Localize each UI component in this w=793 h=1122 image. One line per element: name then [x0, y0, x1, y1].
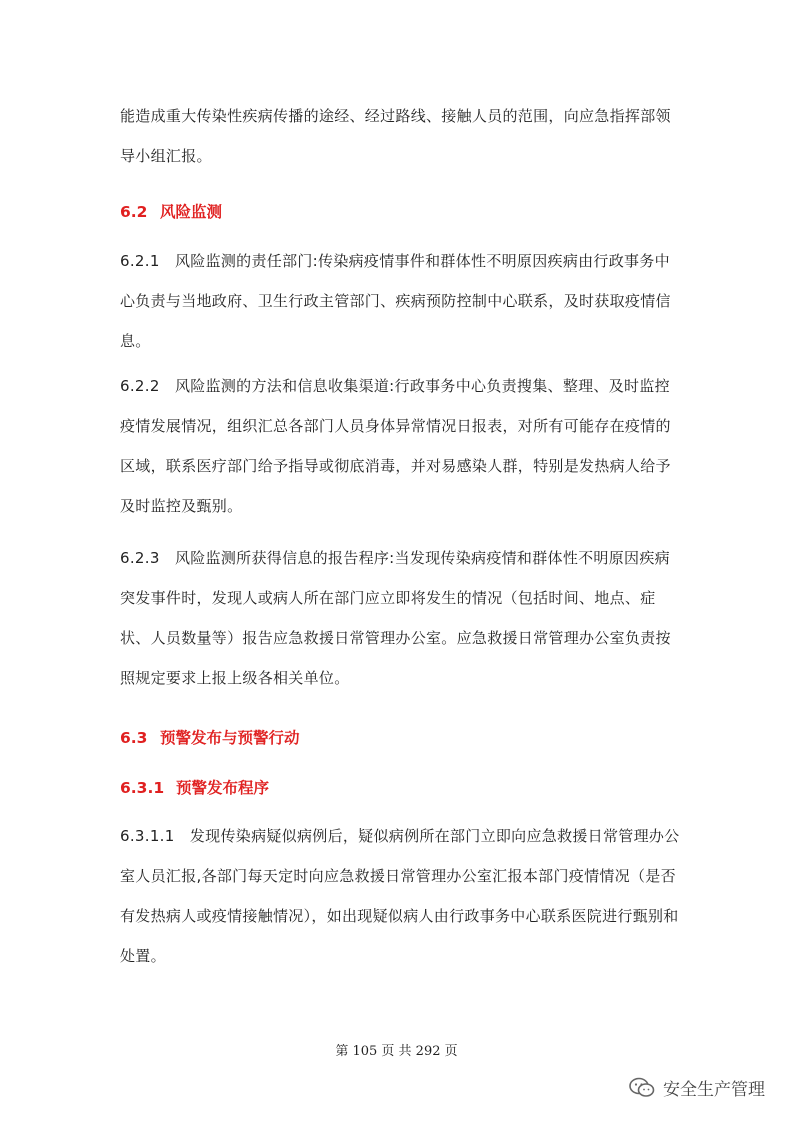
paragraph-6-2-3: 6.2.3 风险监测所获得信息的报告程序:当发现传染病疫情和群体性不明原因疾病突发事件时，发现人或病人所在部门应立即将发生的情况（包括时间、地点、症状、人员数量等）报告应急救援日常管理办公室。应急救援日常管理办公室负责按照规定要求上报上级各相关单位。: [120, 549, 671, 687]
heading-title: 风险监测: [160, 203, 223, 221]
watermark: [629, 1075, 765, 1100]
paragraph-6-2-2: 6.2.2 风险监测的方法和信息收集渠道:行政事务中心负责搜集、整理、及时监控疫情发展情况，组织汇总各部门人员身体异常情况日报表，对所有可能存在疫情的区域，联系医疗部门给予指导或彻底消毒，并对易感染人群，特别是发热病人给予及时监控及甄别。: [120, 377, 671, 515]
section-heading-6-2: [120, 201, 222, 223]
intro-paragraph: 能造成重大传染性疾病传播的途经、经过路线、接触人员的范围，向应急指挥部领导小组汇报。: [120, 107, 671, 165]
page-footer: 第 105 页 共 292 页: [335, 1044, 458, 1059]
heading-number: 6.3: [120, 729, 148, 747]
heading-number: 6.3.1: [120, 779, 165, 797]
heading-number: 6.2: [120, 203, 148, 221]
watermark-text: 安全生产管理: [663, 1080, 765, 1100]
heading-title: 预警发布程序: [176, 779, 270, 797]
section-heading-6-3: [120, 727, 300, 749]
heading-title: 预警发布与预警行动: [160, 729, 300, 747]
wechat-icon: [629, 1077, 655, 1099]
paragraph-6-2-1: 6.2.1 风险监测的责任部门:传染病疫情事件和群体性不明原因疾病由行政事务中心负责与当地政府、卫生行政主管部门、疾病预防控制中心联系，及时获取疫情信息。: [120, 252, 671, 350]
paragraph-6-3-1-1: 6.3.1.1 发现传染病疑似病例后，疑似病例所在部门立即向应急救援日常管理办公室人员汇报,各部门每天定时向应急救援日常管理办公室汇报本部门疫情情况（是否有发热病人或疫情接触情况），如出现疑似病人由行政事务中心联系医院进行甄别和处置。: [120, 827, 680, 965]
section-heading-6-3-1: [120, 777, 269, 799]
